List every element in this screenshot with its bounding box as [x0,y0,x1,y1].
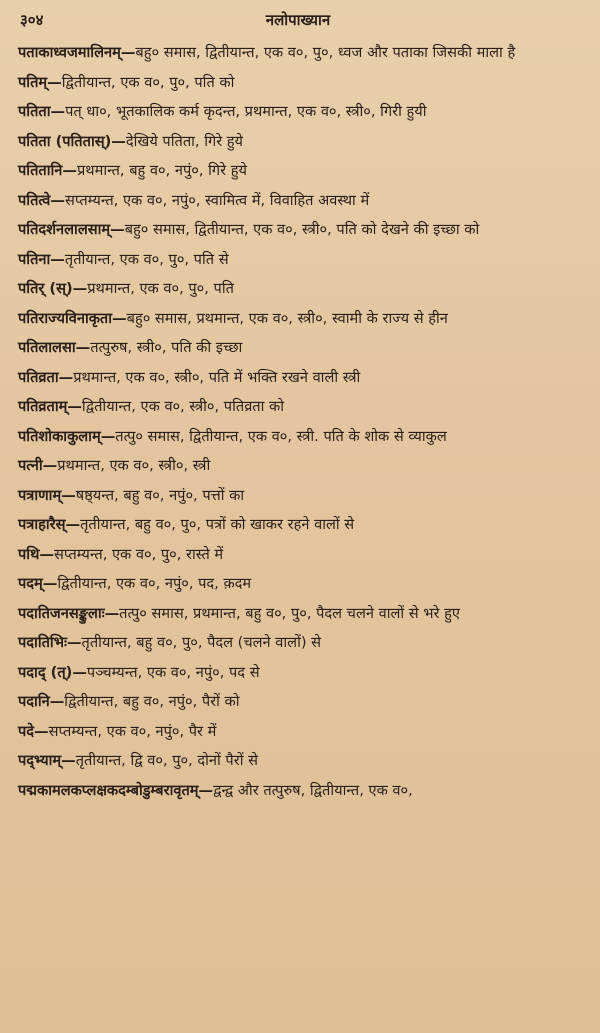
entry-dash: — [50,250,65,268]
entry-headword: पताकाध्वजमालिनम् [18,44,121,61]
glossary-entry [18,719,578,745]
glossary-entry [18,424,578,450]
entry-definition: बहु० समास, प्रथमान्त, एक व०, स्त्री०, स्वामी के राज्य से हीन [126,309,448,327]
entry-headword: पतिता (पतितास्) [18,132,112,150]
glossary-entry [18,571,578,597]
entry-dash: — [72,663,87,681]
entry-dash: — [104,604,120,622]
entry-headword: पतिलालसा [18,339,76,356]
running-title: नलोपाख्यान [265,11,331,29]
entry-dash: — [42,575,58,592]
entry-dash: — [58,368,74,386]
glossary-entry [18,483,578,509]
glossary-entry [18,129,578,155]
entry-headword: पतिर् (स्) [18,280,73,297]
entry-headword: पतिव्रता [18,368,59,386]
entry-definition: तत्पु० समास, प्रथमान्त, बहु व०, पु०, पैदल चलने वालों से भरे हुए [119,604,460,622]
entry-dash: — [198,781,214,799]
entry-definition: पञ्चम्यन्त, एक व०, नपुं०, पद से [86,663,260,681]
entry-dash: — [66,634,82,651]
entry-headword: पदातिजनसङ्कुलाः [18,604,105,622]
entry-headword: पद्भ्याम् [18,752,62,769]
entry-definition: प्रथमान्त, एक व०, स्त्री०, पति में भक्ति रखने वाली स्त्री [73,368,361,386]
entry-definition: सप्तम्यन्त, एक व०, पु०, रास्ते में [54,545,224,563]
entry-definition: द्वितीयान्त, बहु व०, नपुं०, पैरों को [64,693,240,710]
entry-definition: द्वितीयान्त, एक व०, स्त्री०, पतिव्रता को [81,398,285,415]
entry-headword: पदे [18,722,35,740]
glossary-entry [18,188,578,214]
entry-headword: पतितानि [18,162,63,179]
entry-dash: — [75,339,91,356]
entry-definition: प्रथमान्त, बहु व०, नपुं०, गिरे हुये [76,162,247,179]
entry-headword: पद्मकामलकप्लक्षकदम्बोडुम्बरावृतम् [18,781,199,799]
glossary-entry [18,365,578,391]
entry-definition: देखिये पतिता, गिरे हुये [125,132,244,150]
glossary-entry [18,70,578,96]
glossary-entry [18,276,578,302]
entry-headword: पत्राहारैस् [18,516,66,533]
page-number: ३०४ [20,11,44,29]
entry-headword: पतिदर्शनलालसाम् [18,221,111,238]
entry-definition: प्रथमान्त, एक व०, पु०, पति [87,280,234,297]
glossary-entry [18,217,578,243]
entry-dash: — [112,309,127,327]
entry-headword: पतिराज्यविनाकृता [18,309,113,327]
entry-headword: पतिम् [18,73,48,91]
entry-definition: तत्पुरुष, स्त्री०, पति की इच्छा [90,339,243,356]
glossary-entry [18,689,578,715]
entry-headword: पतिव्रताम् [18,398,68,415]
entry-dash: — [39,545,54,563]
entry-definition: प्रथमान्त, एक व०, स्त्री०, स्त्री [57,457,211,474]
entry-definition: षष्ठ्यन्त, बहु व०, नपुं०, पत्तों का [75,486,245,504]
glossary-entry [18,542,578,568]
entry-definition: तृतीयान्त, बहु व०, पु०, पैदल (चलने वालों) से [81,634,322,651]
entry-dash: — [61,486,76,504]
glossary-entry [18,99,578,125]
glossary-entry [18,158,578,184]
entry-dash: — [72,280,88,297]
glossary-entry [18,778,578,804]
entry-dash: — [65,516,81,533]
entry-definition: पत् धा०, भूतकालिक कर्म कृदन्त, प्रथमान्त, एक व०, स्त्री०, गिरी हुयी [65,103,427,120]
entry-headword: पदातिभिः [18,634,67,651]
glossary-entry [18,453,578,479]
entry-headword: पथि [18,545,40,563]
entry-definition: तृतीयान्त, बहु व०, पु०, पत्रों को खाकर रहने वालों से [80,516,355,533]
entry-headword: पदानि [18,693,50,710]
entry-headword: पतित्वे [18,191,51,209]
entry-definition: द्वितीयान्त, एक व०, पु०, पति को [61,73,235,91]
glossary-entry [18,660,578,686]
glossary-entry [18,335,578,361]
entry-definition: द्वितीयान्त, एक व०, नपुं०, पद, क़दम [57,575,252,592]
entry-dash: — [100,427,116,445]
entry-headword: पतिना [18,250,51,268]
entry-dash: — [49,693,65,710]
glossary-entry [18,247,578,273]
entry-dash: — [111,132,126,150]
entry-definition: सप्तम्यन्त, एक व०, नपुं०, स्वामित्व में, विवाहित अवस्था में [64,191,370,209]
entry-dash: — [42,457,58,474]
entry-headword: पदाद् (त्) [18,663,73,681]
entry-dash: — [50,103,66,120]
glossary-entry [18,748,578,774]
entry-headword: पत्नी [18,457,43,474]
entry-definition: द्वन्द्व और तत्पुरुष, द्वितीयान्त, एक व०, [213,781,413,799]
glossary-entry [18,394,578,420]
entry-dash: — [34,722,49,740]
entry-headword: पतिता [18,103,51,120]
entry-definition: बहु० समास, द्वितीयान्त, एक व०, पु०, ध्वज और पताका जिसकी माला है [135,44,516,61]
glossary-entry [18,306,578,332]
entry-dash: — [67,398,82,415]
glossary-entry [18,601,578,627]
entry-dash: — [62,162,77,179]
entry-dash: — [47,73,62,91]
entry-headword: पत्राणाम् [18,486,62,504]
entry-dash: — [110,221,125,238]
entry-headword: पदम् [18,575,43,592]
entry-dash: — [50,191,65,209]
page-header [18,6,578,36]
entry-headword: पतिशोकाकुलाम् [18,427,101,445]
glossary-entry [18,512,578,538]
entry-dash: — [61,752,76,769]
glossary-entry [18,630,578,656]
entry-dash: — [120,44,136,61]
entry-definition: सप्तम्यन्त, एक व०, नपुं०, पैर में [48,722,217,740]
entry-definition: बहु० समास, द्वितीयान्त, एक व०, स्त्री०, पति को देखने की इच्छा को [124,221,480,238]
entry-definition: तृतीयान्त, द्वि व०, पु०, दोनों पैरों से [75,752,258,769]
glossary-entries [18,40,578,803]
entry-definition: तत्पु० समास, द्वितीयान्त, एक व०, स्त्री. पति के शोक से व्याकुल [115,427,447,445]
glossary-entry [18,40,578,66]
entry-definition: तृतीयान्त, एक व०, पु०, पति से [64,250,229,268]
